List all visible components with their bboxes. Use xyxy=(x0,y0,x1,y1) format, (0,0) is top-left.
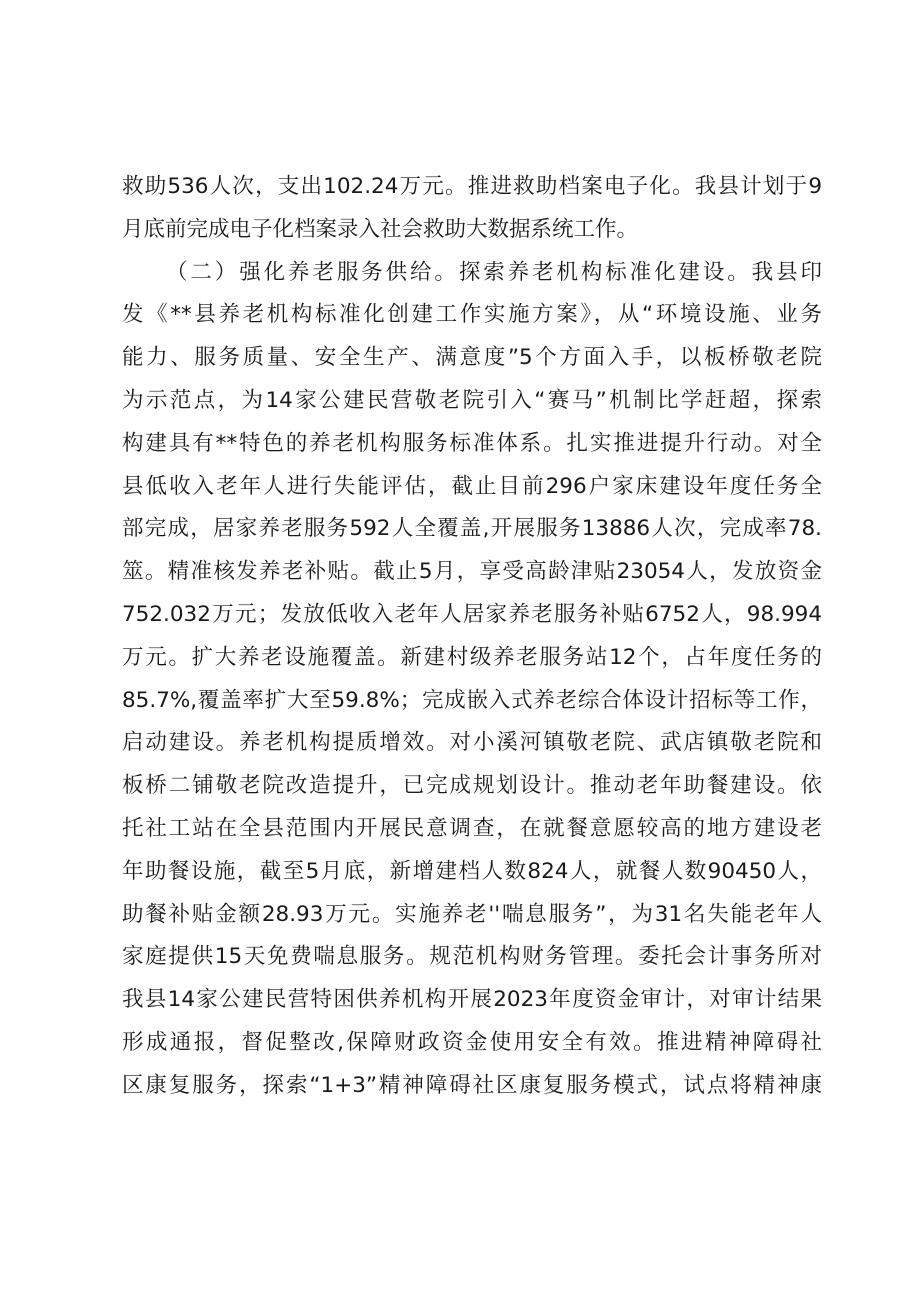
text-line: 万元。扩大养老设施覆盖。新建村级养老服务站12个，占年度任务的 xyxy=(122,644,822,670)
text-line: 85.7%,覆盖率扩大至59.8%；完成嵌入式养老综合体设计招标等工作， xyxy=(122,687,822,713)
text-line: 县低收入老年人进行失能评估，截止目前296户家床建设年度任务全 xyxy=(122,473,822,499)
text-line: 救助536人次，支出102.24万元。推进救助档案电子化。我县计划于9 xyxy=(122,174,822,199)
text-line: 发《**县养老机构标准化创建工作实施方案》，从“环境设施、业务 xyxy=(122,302,822,328)
text-line: 启动建设。养老机构提质增效。对小溪河镇敬老院、武店镇敬老院和 xyxy=(122,730,822,756)
text-line: 部完成，居家养老服务592人全覆盖,开展服务13886人次，完成率78. xyxy=(122,516,822,542)
section-heading-line: （二）强化养老服务供给。探索养老机构标准化建设。我县印 xyxy=(166,259,822,285)
text-line: 752.032万元；发放低收入老年人居家养老服务补贴6752人，98.994 xyxy=(122,601,822,627)
text-line: 托社工站在全县范围内开展民意调查，在就餐意愿较高的地方建设老 xyxy=(122,815,822,841)
text-line: 形成通报，督促整改,保障财政资金使用安全有效。推进精神障碍社 xyxy=(122,1029,822,1055)
text-line: 为示范点，为14家公建民营敬老院引入“赛马”机制比学赶超，探索 xyxy=(122,387,822,413)
text-line: 月底前完成电子化档案录入社会救助大数据系统工作。 xyxy=(122,216,639,242)
text-line: 板桥二铺敬老院改造提升，已完成规划设计。推动老年助餐建设。依 xyxy=(122,773,822,799)
body-text xyxy=(122,166,822,1108)
text-line: 我县14家公建民营特困供养机构开展2023年度资金审计，对审计结果 xyxy=(122,987,822,1013)
text-line: 助餐补贴金额28.93万元。实施养老''喘息服务”，为31名失能老年人 xyxy=(122,901,822,927)
text-line: 年助餐设施，截至5月底，新增建档人数824人，就餐人数90450人， xyxy=(122,858,822,884)
text-line: 能力、服务质量、安全生产、满意度”5个方面入手，以板桥敬老院 xyxy=(122,345,822,371)
text-line: 筮。精准核发养老补贴。截止5月，享受高龄津贴23054人，发放资金 xyxy=(122,559,822,585)
text-line: 区康复服务，探索“1+3”精神障碍社区康复服务模式，试点将精神康 xyxy=(122,1072,822,1098)
text-line: 构建具有**特色的养老机构服务标准体系。扎实推进提升行动。对全 xyxy=(122,430,822,456)
text-line: 家庭提供15天免费喘息服务。规范机构财务管理。委托会计事务所对 xyxy=(122,944,822,970)
